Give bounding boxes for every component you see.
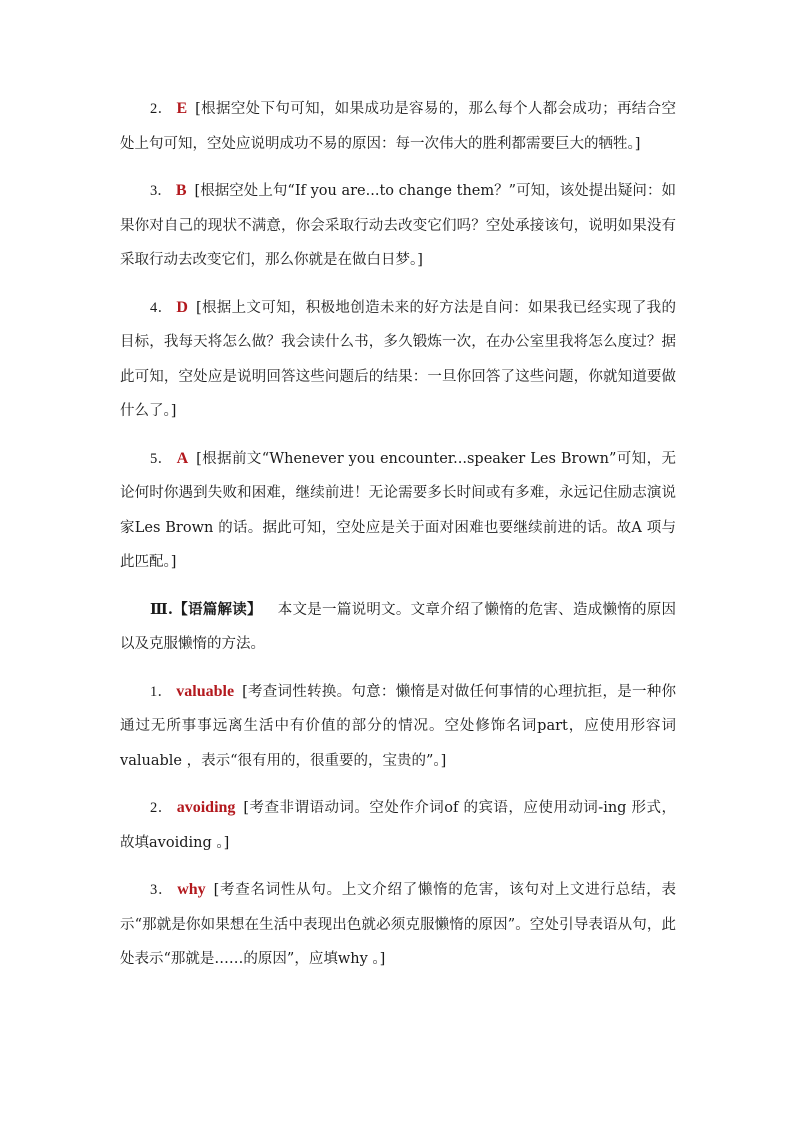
explanation-text: [根据前文“Whenever you encounter...speaker Les Brown”可知，无论何时你遇到失败和困难，继续前进！无论需要多长时间或有多难，永远记住励志演说家Les Brown 的话。据此可知，空处应是关于面对困难也要继续前进的话。故A 项与此匹配。] xyxy=(120,450,676,570)
answer-word: valuable xyxy=(176,682,235,700)
item-number: 3． xyxy=(150,183,172,199)
fill-item-3 xyxy=(120,873,676,977)
fill-item-2 xyxy=(120,791,676,860)
explanation-text: [根据空处上句“If you are...to change them？”可知，该处提出疑问：如果你对自己的现状不满意，你会采取行动去改变它们吗？空处承接该句，说明如果没有采取行动去改变它们，那么你就是在做白日梦。] xyxy=(120,183,676,268)
answer-item-3 xyxy=(120,174,676,278)
explanation-text: [考查非谓语动词。空处作介词of 的宾语，应使用动词-ing 形式，故填avoiding 。] xyxy=(120,800,676,851)
answer-letter: A xyxy=(176,449,189,467)
answer-word: why xyxy=(177,881,206,898)
answer-item-5 xyxy=(120,442,676,580)
answer-letter: B xyxy=(175,182,187,199)
section-summary: 本文是一篇说明文。文章介绍了懒惰的危害、造成懒惰的原因以及克服懒惰的方法。 xyxy=(120,601,676,652)
section-reading-interpretation xyxy=(120,593,676,662)
explanation-text: [考查名词性从句。上文介绍了懒惰的危害，该句对上文进行总结，表示“那就是你如果想在生活中表现出色就必须克服懒惰的原因”。空处引导表语从句，此处表示“那就是……的原因”，应填why 。] xyxy=(120,882,677,967)
answer-document xyxy=(120,92,676,990)
item-number: 2． xyxy=(150,800,173,816)
item-number: 5． xyxy=(150,450,173,467)
answer-word: avoiding xyxy=(176,799,236,816)
answer-letter: E xyxy=(176,100,188,117)
answer-item-2 xyxy=(120,92,676,161)
answer-item-4 xyxy=(120,291,676,429)
item-number: 1． xyxy=(150,683,173,700)
explanation-text: [根据上文可知，积极地创造未来的好方法是自问：如果我已经实现了我的目标，我每天将怎么做？我会读什么书，多久锻炼一次，在办公室里我将怎么度过？据此可知，空处应是说明回答这些问题后的结果：一旦你回答了这些问题，你就知道要做什么了。] xyxy=(120,299,677,419)
item-number: 4． xyxy=(150,299,173,316)
explanation-text: [考查词性转换。句意：懒惰是对做任何事情的心理抗拒，是一种你通过无所事事远离生活中有价值的部分的情况。空处修饰名词part，应使用形容词valuable ，表示“很有用的，很重要的，宝贵的”。] xyxy=(120,683,677,769)
fill-item-1 xyxy=(120,675,676,779)
section-heading: Ⅲ.【语篇解读】 xyxy=(150,600,262,618)
item-number: 2． xyxy=(150,101,173,117)
answer-letter: D xyxy=(176,298,188,316)
explanation-text: [根据空处下句可知，如果成功是容易的，那么每个人都会成功；再结合空处上句可知，空处应说明成功不易的原因：每一次伟大的胜利都需要巨大的牺牲。] xyxy=(120,101,676,152)
item-number: 3． xyxy=(150,882,174,898)
